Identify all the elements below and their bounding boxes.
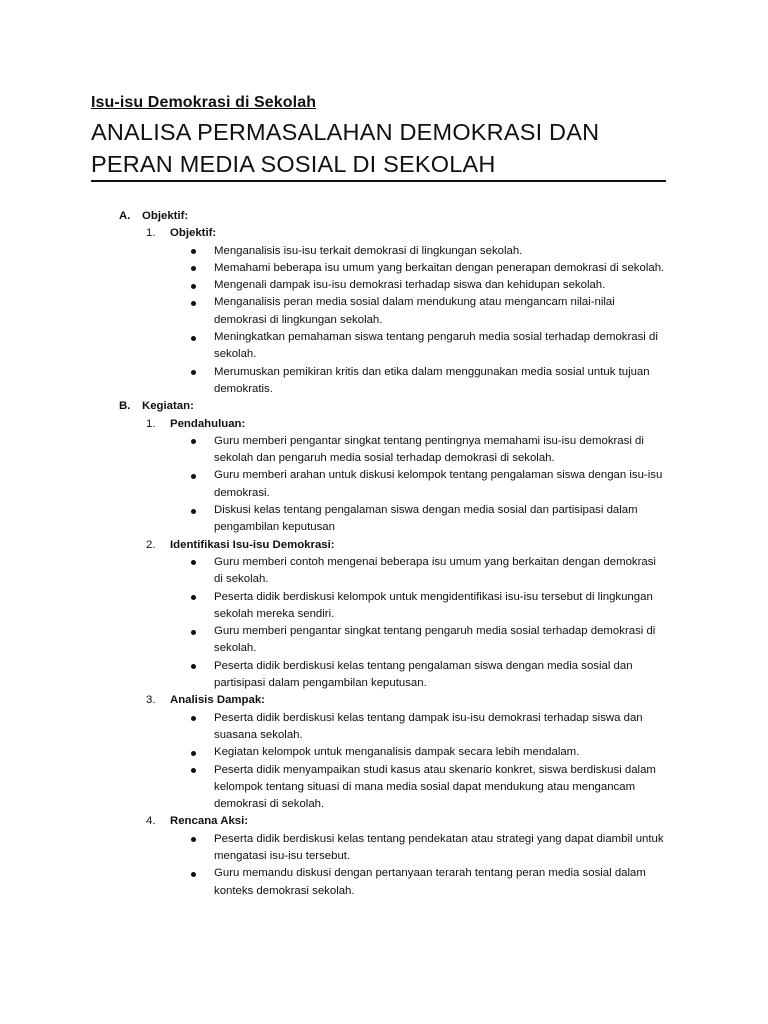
bullet-text: Guru memberi pengantar singkat tentang pentingnya memahami isu-isu demokrasi di sekolah dan pengaruh media sosial terhadap demokrasi di sekolah. — [214, 434, 644, 465]
subsection-heading — [0, 813, 768, 830]
bullet-item — [0, 554, 666, 589]
bullet-item — [0, 294, 666, 329]
bullet-item — [0, 623, 666, 658]
section-label: Kegiatan: — [142, 400, 194, 413]
bullet-text: Guru memberi contoh mengenai beberapa isu umum yang berkaitan dengan demokrasi di sekolah. — [214, 555, 656, 586]
bullet-text: Merumuskan pemikiran kritis dan etika dalam menggunakan media sosial untuk tujuan demokratis. — [214, 365, 650, 395]
bullet-dot-icon — [191, 595, 196, 600]
subsection-label: Rencana Aksi: — [170, 815, 249, 828]
subsection-heading — [0, 537, 768, 554]
bullet-item — [0, 658, 666, 693]
subsection-label: Objektif: — [170, 227, 217, 240]
section-heading — [0, 398, 768, 415]
bullet-dot-icon — [191, 266, 196, 271]
subsection-number: 1. — [146, 417, 156, 430]
subsection-label: Analisis Dampak: — [170, 694, 265, 707]
bullet-text: Menganalisis isu-isu terkait demokrasi di lingkungan sekolah. — [214, 244, 523, 257]
bullet-dot-icon — [191, 716, 196, 721]
bullet-text: Peserta didik berdiskusi kelas tentang dampak isu-isu demokrasi terhadap siswa dan suasana sekolah. — [214, 711, 643, 741]
bullet-text: Guru memberi arahan untuk diskusi kelompok tentang pengalaman siswa dengan isu-isu demokrasi. — [214, 469, 663, 499]
bullet-dot-icon — [191, 768, 196, 773]
bullet-dot-icon — [191, 630, 196, 635]
bullet-text: Mengenali dampak isu-isu demokrasi terhadap siswa dan kehidupan sekolah. — [214, 279, 606, 292]
section-letter: A. — [119, 210, 131, 222]
bullet-dot-icon — [191, 439, 196, 444]
bullet-text: Guru memandu diskusi dengan pertanyaan terarah tentang peran media sosial dalam konteks demokrasi sekolah. — [214, 867, 646, 897]
subsection-number: 2. — [146, 538, 156, 551]
bullet-item — [0, 433, 666, 468]
bullet-text: Peserta didik berdiskusi kelas tentang pengalaman siswa dengan media sosial dan partisipasi dalam pengambilan keputusan. — [214, 659, 633, 690]
subsection-label: Identifikasi Isu-isu Demokrasi: — [170, 538, 335, 551]
bullet-item — [0, 865, 666, 900]
bullet-dot-icon — [191, 751, 196, 756]
bullet-dot-icon — [191, 837, 196, 842]
bullet-item — [0, 502, 666, 537]
bullet-item — [0, 710, 666, 745]
bullet-item — [0, 831, 666, 866]
bullet-item — [0, 467, 666, 502]
bullet-dot-icon — [191, 249, 196, 254]
subsection-heading — [0, 692, 768, 709]
bullet-dot-icon — [191, 872, 196, 877]
bullet-text: Peserta didik berdiskusi kelompok untuk mengidentifikasi isu-isu tersebut di lingkungan sekolah mereka sendiri. — [214, 590, 653, 620]
bullet-item — [0, 364, 666, 399]
subsection-label: Pendahuluan: — [170, 417, 246, 430]
subsection-heading — [0, 225, 768, 242]
subsection-heading — [0, 416, 768, 433]
bullet-text: Peserta didik berdiskusi kelas tentang pendekatan atau strategi yang dapat diambil untuk mengatasi isu-isu tersebut. — [214, 832, 664, 862]
section-letter: B. — [119, 400, 131, 413]
bullet-item — [0, 589, 666, 624]
bullet-dot-icon — [191, 301, 196, 306]
bullet-dot-icon — [191, 474, 196, 479]
section-label: Objektif: — [142, 210, 189, 222]
bullet-text: Guru memberi pengantar singkat tentang pengaruh media sosial terhadap demokrasi di sekolah. — [214, 625, 656, 655]
bullet-text: Meningkatkan pemahaman siswa tentang pengaruh media sosial terhadap demokrasi di sekolah. — [214, 331, 658, 361]
bullet-dot-icon — [191, 336, 196, 341]
title-divider — [91, 180, 666, 182]
bullet-item — [0, 243, 666, 260]
subsection-number: 4. — [146, 815, 156, 828]
document-body — [0, 208, 768, 900]
bullet-dot-icon — [191, 664, 196, 669]
subsection-number: 1. — [146, 227, 156, 240]
bullet-item — [0, 277, 666, 294]
bullet-text: Menganalisis peran media sosial dalam mendukung atau mengancam nilai-nilai demokrasi di lingkungan sekolah. — [214, 296, 615, 326]
bullet-item — [0, 329, 666, 364]
bullet-dot-icon — [191, 370, 196, 375]
bullet-text: Diskusi kelas tentang pengalaman siswa dengan media sosial dan partisipasi dalam pengambilan keputusan — [214, 504, 638, 534]
bullet-item — [0, 260, 666, 277]
subsection-number: 3. — [146, 694, 156, 707]
bullet-text: Peserta didik menyampaikan studi kasus atau skenario konkret, siswa berdiskusi dalam kelompok tentang situasi di mana media sosial dapat mendukung atau mengancam demokrasi di sekolah. — [214, 763, 656, 811]
bullet-text: Memahami beberapa isu umum yang berkaitan dengan penerapan demokrasi di sekolah. — [214, 261, 665, 274]
document-title: ANALISA PERMASALAHAN DEMOKRASI DAN PERAN MEDIA SOSIAL DI SEKOLAH — [91, 119, 600, 177]
bullet-text: Kegiatan kelompok untuk menganalisis dampak secara lebih mendalam. — [214, 746, 580, 759]
bullet-dot-icon — [191, 509, 196, 514]
bullet-item — [0, 744, 666, 761]
bullet-dot-icon — [191, 284, 196, 289]
bullet-item — [0, 762, 666, 814]
section-heading — [0, 208, 768, 225]
bullet-dot-icon — [191, 560, 196, 565]
document-subtitle: Isu-isu Demokrasi di Sekolah — [91, 94, 317, 111]
